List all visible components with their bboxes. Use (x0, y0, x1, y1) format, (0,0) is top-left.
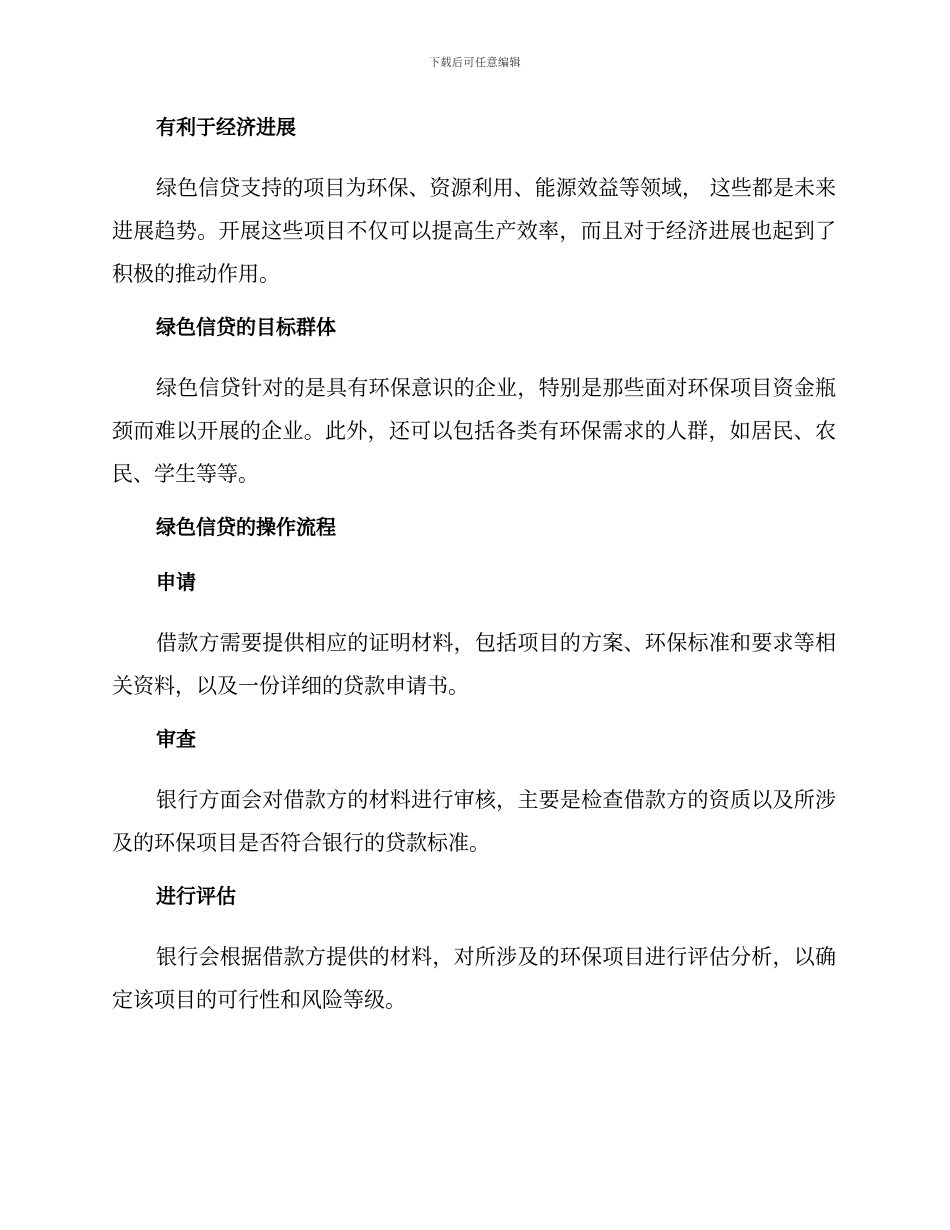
section-heading-evaluation: 进行评估 (156, 884, 236, 908)
section-paragraph-application: 借款方需要提供相应的证明材料，包括项目的方案、环保标准和要求等相关资料，以及一份详细的贷款申请书。 (112, 631, 836, 698)
section-heading-target-group: 绿色信贷的目标群体 (156, 315, 336, 339)
section-heading-operation-process: 绿色信贷的操作流程 (156, 515, 336, 539)
section-paragraph-evaluation: 银行会根据借款方提供的材料，对所涉及的环保项目进行评估分析，以确定该项目的可行性和风险等级。 (112, 945, 836, 1012)
section-paragraph-review: 银行方面会对借款方的材料进行审核，主要是检查借款方的资质以及所涉及的环保项目是否符合银行的贷款标准。 (112, 788, 836, 855)
section-paragraph-target-group: 绿色信贷针对的是具有环保意识的企业，特别是那些面对环保项目资金瓶颈而难以开展的企业。此外，还可以包括各类有环保需求的人群，如居民、农民、学生等等。 (112, 376, 836, 486)
document-body (112, 112, 836, 1022)
section-heading-application: 申请 (156, 570, 196, 594)
page-header: 下载后可任意编辑 (429, 56, 521, 69)
section-heading-economic-development: 有利于经济进展 (156, 115, 296, 139)
section-paragraph-economic-development: 绿色信贷支持的项目为环保、资源利用、能源效益等领域， 这些都是未来进展趋势。开展这些项目不仅可以提高生产效率，而且对于经济进展也起到了积极的推动作用。 (112, 176, 836, 286)
section-heading-review: 审查 (156, 727, 196, 751)
